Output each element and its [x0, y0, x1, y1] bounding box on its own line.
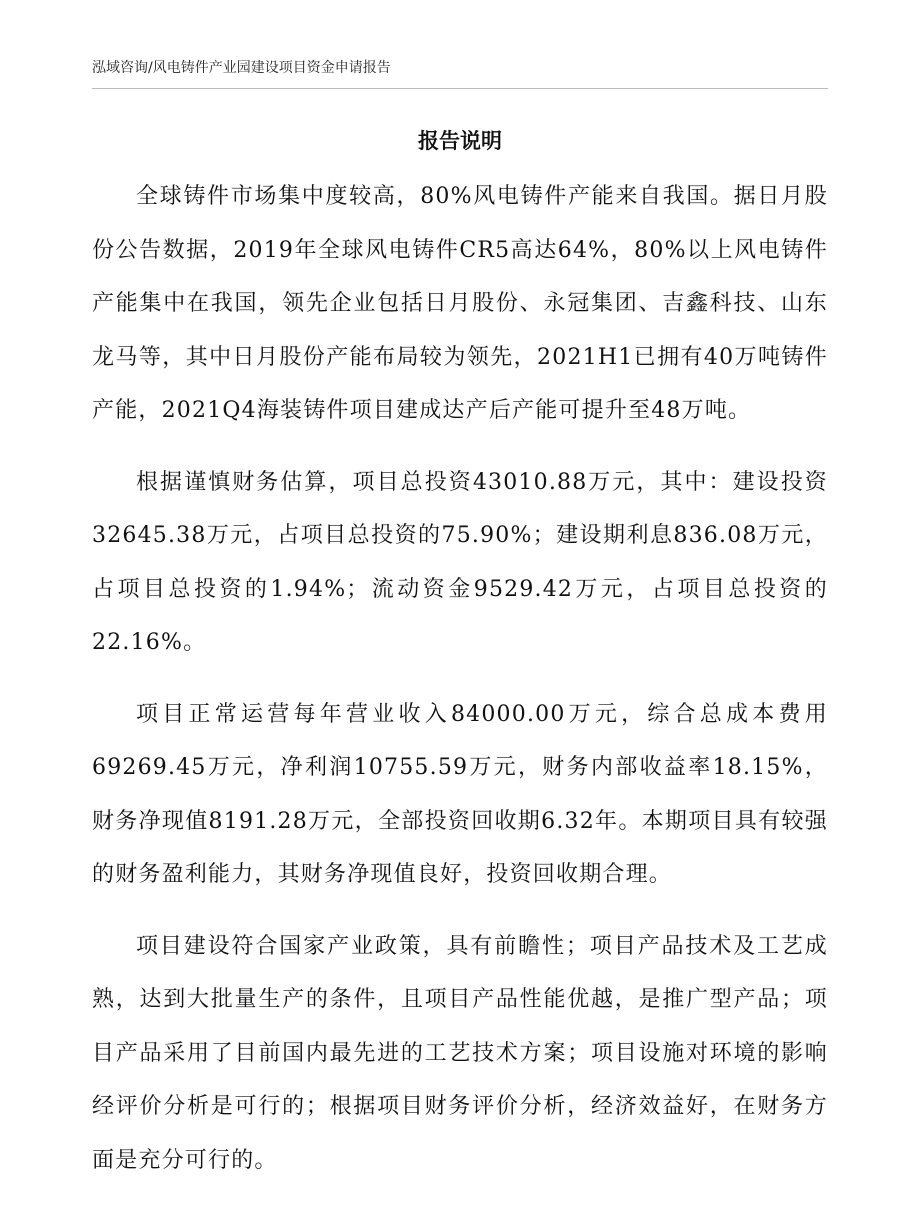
- page-title: 报告说明: [418, 129, 502, 153]
- paragraph-market: 全球铸件市场集中度较高，80%风电铸件产能来自我国。据日月股份公告数据，2019年全球风电铸件CR5高达64%，80%以上风电铸件产能集中在我国，领先企业包括日月股份、永冠集团、吉鑫科技、山东龙马等，其中日月股份产能布局较为领先，2021H1已拥有40万吨铸件产能，2021Q4海装铸件项目建成达产后产能可提升至48万吨。: [92, 184, 828, 423]
- paragraph-feasibility: 项目建设符合国家产业政策，具有前瞻性；项目产品技术及工艺成熟，达到大批量生产的条件，且项目产品性能优越，是推广型产品；项目产品采用了目前国内最先进的工艺技术方案；项目设施对环境的影响经评价分析是可行的；根据项目财务评价分析，经济效益好，在财务方面是充分可行的。: [92, 933, 828, 1173]
- header-divider: [92, 88, 828, 89]
- paragraph-investment: 根据谨慎财务估算，项目总投资43010.88万元，其中：建设投资32645.38万元，占项目总投资的75.90%；建设期利息836.08万元，占项目总投资的1.94%；流动资金9529.42万元，占项目总投资的22.16%。: [92, 469, 828, 655]
- document-body: [92, 170, 828, 1205]
- running-header: 泓域咨询/风电铸件产业园建设项目资金申请报告: [92, 60, 391, 76]
- paragraph-revenue: 项目正常运营每年营业收入84000.00万元，综合总成本费用69269.45万元，净利润10755.59万元，财务内部收益率18.15%，财务净现值8191.28万元，全部投资回收期6.32年。本期项目具有较强的财务盈利能力，其财务净现值良好，投资回收期合理。: [92, 701, 828, 887]
